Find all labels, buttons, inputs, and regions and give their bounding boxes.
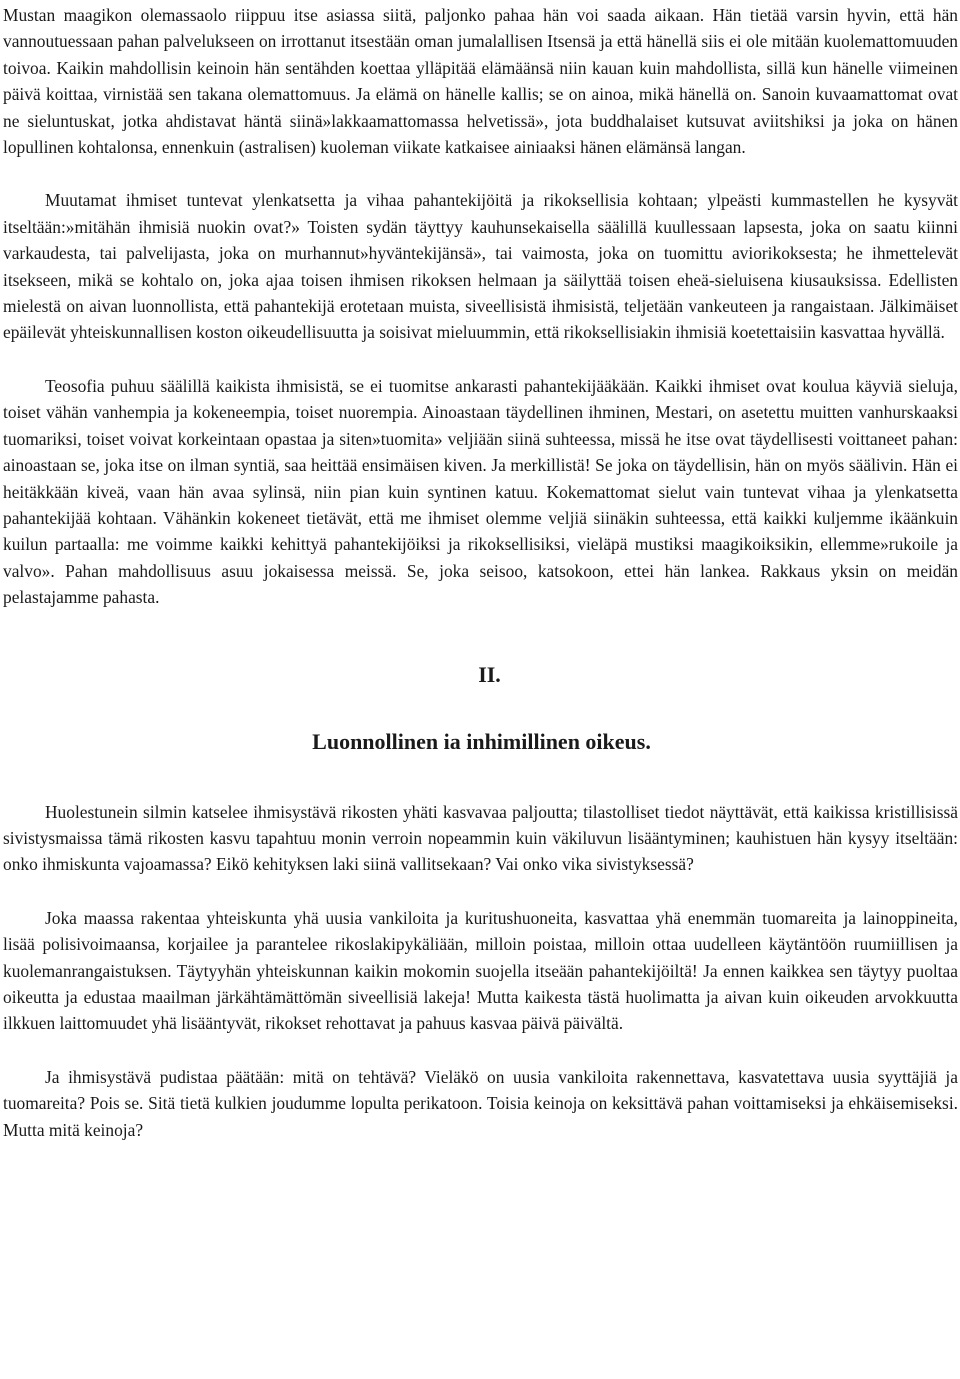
section-gap [3,611,958,662]
paragraph-theosophy-compassion: Teosofia puhuu säälillä kaikista ihmisistä, se ei tuomitse ankarasti pahantekijääkään. Kaikki ihmiset ovat koulua käyviä sieluja, toiset vähän vanhempia ja kokeneempia, toiset nuorempia. Ainoastaan täydellinen ihminen, Mestari, on asetettu muitten vanhurskaaksi tuomariksi, toiset voivat korkeintaan opastaa ja siten»tuomita» veljiään siinä suhteessa, missä he itse ovat täydellisesti voittaneet pahan: ainoastaan se, joka itse on ilman syntiä, saa heittää ensimäisen kiven. Ja merkillistä! Se joka on täydellisin, hän on myös säälivin. Hän ei heitäkkään kiveä, vaan hän avaa sylinsä, niin pian kuin syntinen katuu. Kokemattomat sielut vain tuntevat vihaa ja ylenkatsetta pahantekijää kohtaan. Vähänkin kokeneet tietävät, että me ihmiset olemme veljiä siinäkin suhteessa, että kaikki kuljemme ikäänkuin kuilun partaalla: me voimme kaikki kehittyä pahantekijöiksi ja rikoksellisiksi, vieläpä mustiksi maagikoiksikin, ellemme»rukoile ja valvo». Pahan mahdollisuus asuu jokaisessa meissä. Se, joka seisoo, katsokoon, ettei hän lankea. Rakkaus yksin on meidän pelastajamme pahasta. [3,375,958,608]
document-page [3,2,958,1143]
heading-gap [3,755,958,799]
paragraph-what-to-do: Ja ihmisystävä pudistaa päätään: mitä on tehtävä? Vieläkö on uusia vankiloita rakennettava, kasvatettava uusia syyttäjiä ja tuomareita? Pois se. Sitä tietä kulkien joudumme lopulta perikatoon. Toisia keinoja on keksittävä pahan voittamiseksi ja ehkäisemiseksi. Mutta mitä keinoja? [3,1066,958,1140]
chapter-number: II. [478,661,501,687]
chapter-title: Luonnollinen ia inhimillinen oikeus. [312,728,651,754]
paragraph-rising-crime: Huolestunein silmin katselee ihmisystävä rikosten yhäti kasvavaa paljoutta; tilastolliset tiedot näyttävät, että kaikissa kristillisissä sivistysmaissa tämä rikosten kasvu tapahtuu monin verroin nopeammin kuin väkiluvun lisääntyminen; kauhistuen hän kysyy itseltään: onko ihmiskunta vajoamassa? Eikö kehityksen laki siinä vallitsekaan? Vai onko vika sivistyksessä? [3,801,958,875]
paragraph-attitudes-to-criminals: Muutamat ihmiset tuntevat ylenkatsetta ja vihaa pahantekijöitä ja rikoksellisia kohtaan; ylpeästi kummastellen he kysyvät itseltään:»mitähän ihmisiä nuokin ovat?» Toisten sydän täyttyy kauhunsekaisella säälillä kuullessaan lapsesta, joka on saatu kiinni varkaudesta, tai palvelijasta, joka on murhannut»hyväntekijänsä», tai vaimosta, joka on tuomittu aviorikoksesta; he ihmettelevät itsekseen, mikä se kohtalo on, joka ajaa toisen ihmisen rikoksen helmaan ja säilyttää toisen eheä-sieluisena kiusauksissa. Edellisten mielestä on aivan luonnollista, että pahantekijä erotetaan muista, siveellisistä ihmisistä, teljetään vankeuteen ja rangaistaan. Jälkimäiset epäilevät yhteiskunnallisen koston oikeudellisuutta ja soisivat mieluummin, että rikoksellisiakin ihmisiä koetettaisiin kasvattaa hyvällä. [3,190,958,343]
paragraph-black-magician: Mustan maagikon olemassaolo riippuu itse asiassa siitä, paljonko pahaa hän voi saada aikaan. Hän tietää varsin hyvin, että hän vannoutuessaan pahan palvelukseen on irrottanut itsestään oman jumalallisen Itsensä ja että hänellä siis ei ole mitään kuolemattomuuden toivoa. Kaikin mahdollisin keinoin hän sentähden koettaa ylläpitää elämäänsä niin kauan kuin mahdollista, sillä kun hänelle viimeinen päivä koittaa, virnistää sen takana olemattomuus. Ja elämä on hänelle kallis; se on ainoa, mikä hänellä on. Sanoin kuvaamattomat ovat ne sieluntuskat, jotka ahdistavat häntä siinä»lakkaamattomassa helvetissä», jota buddhalaiset kutsuvat aviitshiksi ja joka on hänen lopullinen kohtalonsa, ennenkuin (astralisen) kuoleman viikate katkaisee ainiaaksi hänen elämänsä langan. [3,5,958,158]
paragraph-gap [3,160,958,187]
paragraph-gap [3,878,958,905]
paragraph-prisons-and-judges: Joka maassa rakentaa yhteiskunta yhä uusia vankiloita ja kuritushuoneita, kasvattaa yhä enemmän tuomareita ja lainoppineita, lisää polisivoimaansa, korjailee ja parantelee rikoslakipykäliään, milloin poistaa, milloin ottaa uudelleen käytäntöön ruumiillisen ja kuolemanrangaistuksen. Täytyyhän yhteiskunnan kaikin mokomin suojella itseään pahantekijöiltä! Ja ennen kaikkea sen täytyy puoltaa oikeutta ja edustaa maailman järkähtämättömän siveellisiä lakeja! Mutta kaikesta tästä huolimatta ja aivan kuin oikeuden arvokkuutta ilkkuen laittomuudet yhä lisääntyvät, rikokset rehottavat ja pahuus kasvaa päivä päivältä. [3,907,958,1034]
paragraph-gap [3,1037,958,1064]
heading-gap [3,688,958,729]
paragraph-gap [3,346,958,373]
